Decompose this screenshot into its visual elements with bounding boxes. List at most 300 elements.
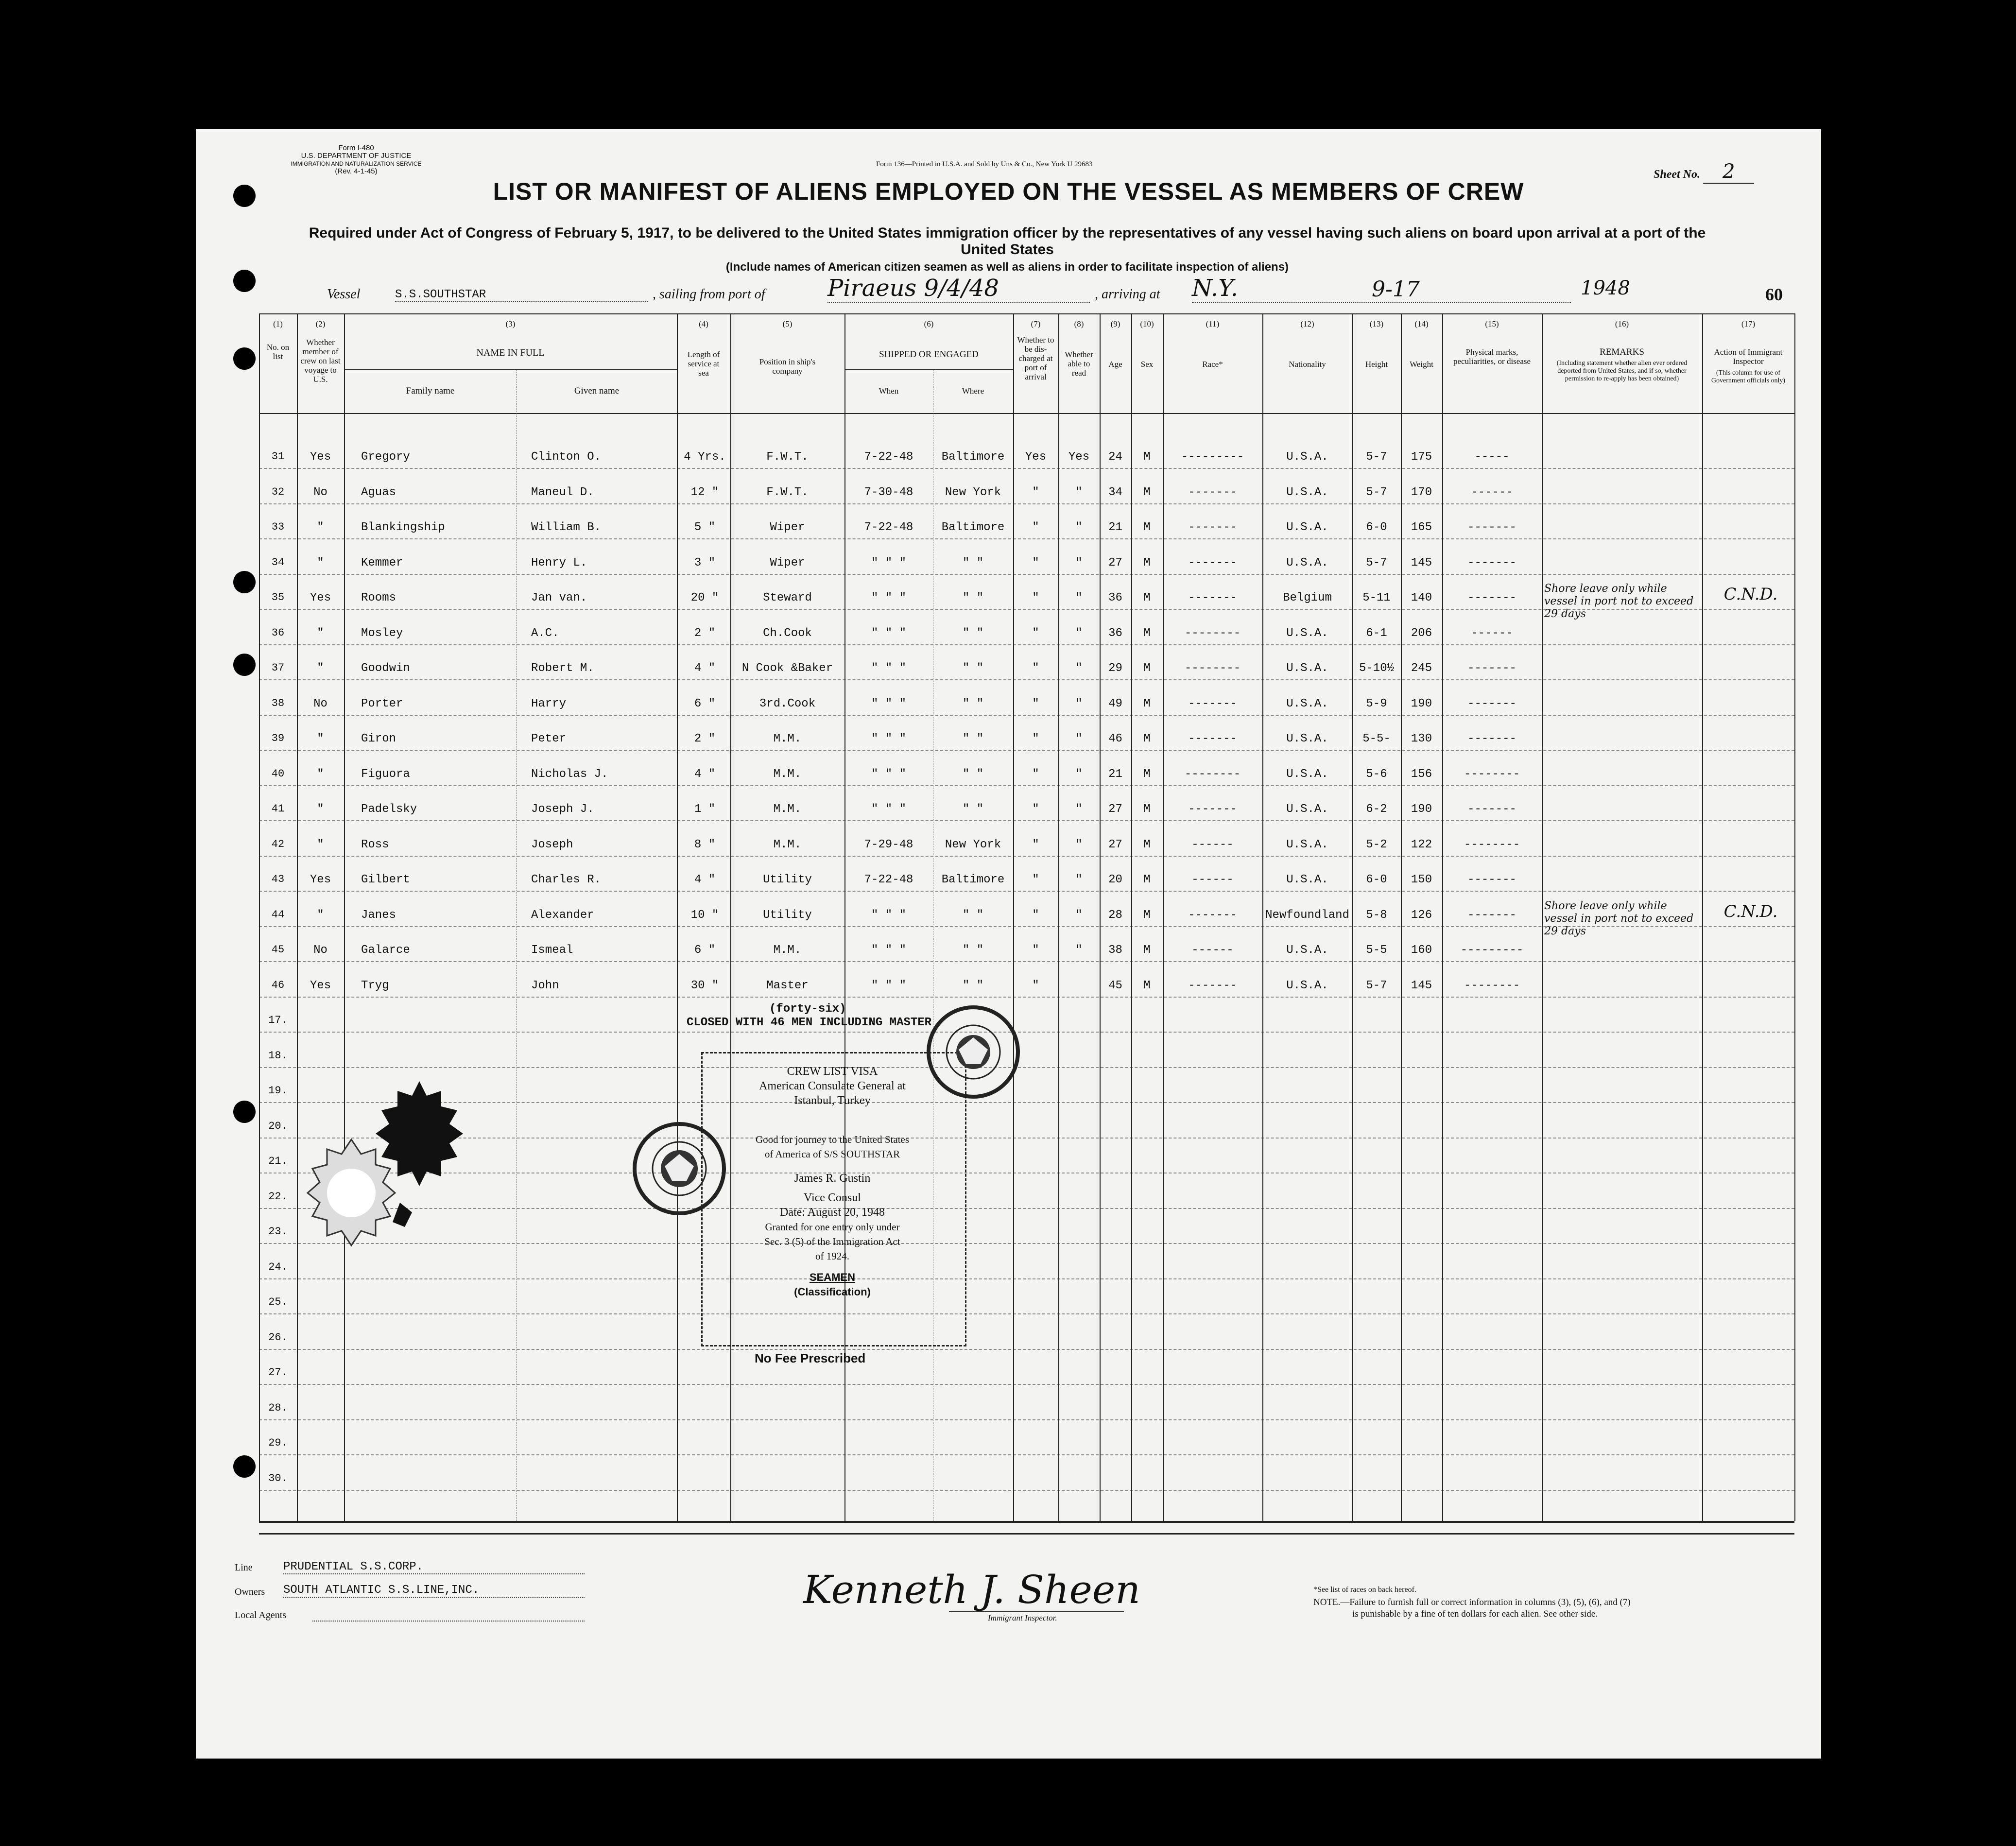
page-title: LIST OR MANIFEST OF ALIENS EMPLOYED ON THE VESSEL AS MEMBERS OF CREW: [493, 178, 1524, 205]
cell-nationality: U.S.A.: [1286, 732, 1328, 745]
row-separator: [259, 820, 1794, 821]
table-bottom-rule: [259, 1521, 1794, 1523]
empty-row-number: 27.: [268, 1366, 288, 1379]
cell-height: 5-5: [1366, 944, 1387, 957]
visa-office: American Consulate General at: [759, 1080, 906, 1092]
col-rule: [1702, 313, 1703, 1521]
cell-sex: M: [1143, 732, 1151, 745]
cell-service: 10 ": [690, 908, 719, 922]
col-9-number: (9): [1110, 319, 1120, 328]
cell-given: William B.: [531, 521, 602, 534]
cell-read: Yes: [1068, 450, 1090, 464]
cell-when: " " ": [871, 767, 906, 781]
row-separator: [259, 785, 1794, 786]
cell-age: 28: [1108, 908, 1122, 922]
cell-no: 37: [271, 662, 285, 674]
cell-family: Galarce: [361, 944, 410, 957]
cell-when: 7-30-48: [864, 485, 913, 499]
cell-read: ": [1075, 732, 1083, 745]
cell-discharged: ": [1032, 556, 1039, 569]
cell-when: " " ": [871, 662, 906, 675]
cell-when: " " ": [871, 626, 906, 640]
cell-read: ": [1075, 767, 1083, 781]
cell-age: 29: [1108, 662, 1122, 675]
cell-family: Ross: [361, 838, 389, 851]
cell-where: " ": [962, 697, 984, 710]
cell-service: 6 ": [694, 697, 716, 710]
cell-where: " ": [962, 732, 984, 745]
cell-nationality: U.S.A.: [1286, 662, 1328, 675]
local-agents-value: [312, 1621, 585, 1622]
visa-grant-3: of 1924.: [815, 1250, 849, 1262]
cell-age: 20: [1108, 873, 1122, 886]
cell-family: Figuora: [361, 767, 410, 781]
visa-stamp-text: [704, 1064, 961, 1299]
empty-row-number: 22.: [268, 1190, 288, 1203]
cell-age: 45: [1108, 979, 1122, 992]
cell-when: " " ": [871, 697, 906, 710]
cell-service: 4 ": [694, 662, 716, 675]
cell-position: Utility: [763, 908, 812, 922]
cell-discharged: ": [1032, 908, 1039, 922]
cell-marks: -------: [1467, 873, 1516, 886]
cell-given: Joseph: [531, 838, 573, 851]
cell-given: John: [531, 979, 559, 992]
cell-discharged: ": [1032, 732, 1039, 745]
cell-no: 42: [271, 838, 285, 850]
row-separator: [259, 468, 1794, 469]
cell-marks: ------: [1471, 485, 1513, 499]
col-5-header: Position in ship's company: [759, 357, 816, 376]
row-separator: [259, 1313, 1794, 1314]
cell-race: --------: [1184, 767, 1241, 781]
cell-race: ------: [1191, 944, 1234, 957]
cell-height: 5-2: [1366, 838, 1387, 851]
cell-given: Henry L.: [531, 556, 587, 569]
cell-service: 4 ": [694, 767, 716, 781]
inspector-signature: Kenneth J. Sheen: [803, 1567, 1140, 1612]
line-label: Line: [235, 1562, 253, 1573]
cell-marks: --------: [1464, 838, 1520, 851]
revision: (Rev. 4-1-45): [335, 167, 378, 175]
cell-position: Steward: [763, 591, 812, 604]
cell-nationality: U.S.A.: [1286, 626, 1328, 640]
row-separator: [259, 891, 1794, 892]
cell-discharged: ": [1032, 662, 1039, 675]
form-id-block: [283, 144, 429, 175]
row-separator: [259, 503, 1794, 504]
cell-race: ------: [1191, 873, 1234, 886]
cell-read: ": [1075, 803, 1083, 816]
cell-given: Joseph J.: [531, 803, 594, 816]
row-separator: [259, 750, 1794, 751]
col-rule: [677, 313, 678, 1521]
cell-height: 6-1: [1366, 626, 1387, 640]
cell-race: -------: [1188, 521, 1237, 534]
cell-family: Blankingship: [361, 521, 445, 534]
form-id: Form I-480: [338, 144, 374, 152]
cell-when: 7-22-48: [864, 873, 913, 886]
cell-marks: -------: [1467, 521, 1516, 534]
cell-sex: M: [1143, 485, 1151, 499]
col-7-number: (7): [1031, 319, 1041, 328]
cell-nationality: U.S.A.: [1286, 521, 1328, 534]
cell-sex: M: [1143, 767, 1151, 781]
cell-height: 5-8: [1366, 908, 1387, 922]
col-16-header: REMARKS: [1600, 347, 1644, 357]
col-2-number: (2): [315, 319, 326, 328]
row-separator: [259, 1138, 1794, 1139]
cell-read: ": [1075, 662, 1083, 675]
cell-position: Ch.Cook: [763, 626, 812, 640]
cell-sex: M: [1143, 591, 1151, 604]
visa-fee: No Fee Prescribed: [755, 1351, 866, 1365]
cell-no: 46: [271, 979, 285, 991]
cell-sex: M: [1143, 556, 1151, 569]
cell-sex: M: [1143, 944, 1151, 957]
col-4-number: (4): [699, 319, 708, 328]
col-11-header: Race*: [1202, 360, 1223, 369]
cell-where: " ": [962, 767, 984, 781]
col-3-header: NAME IN FULL: [476, 347, 545, 358]
col-10-number: (10): [1140, 319, 1154, 328]
cell-position: M.M.: [773, 767, 802, 781]
cell-weight: 160: [1411, 944, 1432, 957]
cell-race: -------: [1188, 556, 1237, 569]
cell-when: 7-22-48: [864, 521, 913, 534]
consulate-seal: [631, 1120, 728, 1217]
cell-family: Aguas: [361, 485, 396, 499]
inspector-label: Immigrant Inspector.: [988, 1613, 1057, 1622]
col-12-header: Nationality: [1289, 360, 1326, 369]
cell-position: M.M.: [773, 838, 802, 851]
cell-no: 39: [271, 732, 285, 744]
cell-last: ": [317, 803, 324, 816]
col-17-number: (17): [1741, 319, 1756, 328]
cell-nationality: U.S.A.: [1286, 944, 1328, 957]
cell-race: --------: [1184, 662, 1241, 675]
cell-where: New York: [945, 838, 1001, 851]
cell-where: " ": [962, 803, 984, 816]
col-12-number: (12): [1300, 319, 1314, 328]
cell-where: " ": [962, 556, 984, 569]
col-14-number: (14): [1414, 319, 1429, 328]
cell-read: ": [1075, 697, 1083, 710]
cell-last: ": [317, 732, 324, 745]
consulate-seal: [925, 1003, 1022, 1101]
cell-when: " " ": [871, 944, 906, 957]
sailing-port: Piraeus 9/4/48: [827, 275, 1090, 303]
closing-statement: CLOSED WITH 46 MEN INCLUDING MASTER: [687, 1016, 932, 1029]
cell-read: ": [1075, 591, 1083, 604]
cell-read: ": [1075, 521, 1083, 534]
cell-family: Porter: [361, 697, 403, 710]
cell-sex: M: [1143, 873, 1151, 886]
col-17-note: (This column for use of Government officials only): [1711, 369, 1786, 384]
cell-position: Utility: [763, 873, 812, 886]
cell-no: 43: [271, 873, 285, 885]
col-8-header: Whether able to read: [1065, 350, 1093, 378]
line-value: PRUDENTIAL S.S.CORP.: [283, 1560, 585, 1574]
row-separator: [259, 1102, 1794, 1103]
cell-discharged: ": [1032, 485, 1039, 499]
cell-service: 8 ": [694, 838, 716, 851]
cell-last: Yes: [310, 873, 331, 886]
visa-role: Vice Consul: [804, 1191, 861, 1204]
cell-family: Janes: [361, 908, 396, 922]
col-7-header: Whether to be dis-charged at port of arrival: [1017, 335, 1054, 381]
cell-nationality: U.S.A.: [1286, 873, 1328, 886]
cell-service: 2 ": [694, 626, 716, 640]
cell-read: ": [1075, 873, 1083, 886]
cell-read: ": [1075, 626, 1083, 640]
races-note: *See list of races on back hereof.: [1313, 1586, 1416, 1594]
row-separator: [259, 644, 1794, 645]
cell-marks: -------: [1467, 732, 1516, 745]
visa-city: Istanbul, Turkey: [794, 1094, 871, 1107]
cell-discharged: ": [1032, 626, 1039, 640]
cell-nationality: Belgium: [1283, 591, 1332, 604]
cell-service: 3 ": [694, 556, 716, 569]
cell-sex: M: [1143, 521, 1151, 534]
empty-row-number: 23.: [268, 1225, 288, 1238]
empty-row-number: 29.: [268, 1437, 288, 1449]
subtitle: Required under Act of Congress of February 5, 1917, to be delivered to the United States immigration officer by the representatives of any vessel having such aliens on board upon arrival at a port of the United States: [309, 225, 1706, 258]
cell-race: -------: [1188, 803, 1237, 816]
cell-weight: 130: [1411, 732, 1432, 745]
visa-title: CREW LIST VISA: [787, 1065, 878, 1078]
cell-given: Clinton O.: [531, 450, 602, 464]
cell-when: " " ": [871, 556, 906, 569]
cell-height: 5-7: [1366, 485, 1387, 499]
punch-hole: [233, 270, 256, 292]
cell-discharged: ": [1032, 697, 1039, 710]
cell-sex: M: [1143, 697, 1151, 710]
empty-row-number: 18.: [268, 1049, 288, 1062]
cell-height: 6-0: [1366, 873, 1387, 886]
col-4-header: Length of service at sea: [687, 350, 720, 378]
visa-signer: James R. Gustin: [794, 1172, 871, 1185]
empty-row-number: 25.: [268, 1296, 288, 1308]
cell-no: 31: [271, 450, 285, 463]
col-6-header: SHIPPED OR ENGAGED: [879, 349, 979, 360]
col-3-number: (3): [505, 319, 516, 328]
cell-nationality: U.S.A.: [1286, 450, 1328, 464]
cell-where: New York: [945, 485, 1001, 499]
cell-position: M.M.: [773, 732, 802, 745]
col-16-number: (16): [1615, 319, 1629, 328]
cell-family: Rooms: [361, 591, 396, 604]
visa-classification: SEAMEN: [809, 1271, 856, 1283]
cell-read: ": [1075, 485, 1083, 499]
table-header-rule: [259, 413, 1794, 414]
cell-weight: 156: [1411, 767, 1432, 781]
cell-position: Wiper: [770, 556, 805, 569]
cell-race: --------: [1184, 626, 1241, 640]
cell-family: Kemmer: [361, 556, 403, 569]
cell-age: 27: [1108, 838, 1122, 851]
cell-nationality: U.S.A.: [1286, 485, 1328, 499]
cell-when: 7-22-48: [864, 450, 913, 464]
cell-when: " " ": [871, 591, 906, 604]
row-separator: [259, 856, 1794, 857]
col-15-header: Physical marks, peculiarities, or disease: [1453, 347, 1531, 366]
cell-where: " ": [962, 591, 984, 604]
arriving-port: N.Y.: [1192, 275, 1571, 303]
shipped-when-header: When: [879, 386, 899, 396]
empty-row-number: 21.: [268, 1155, 288, 1167]
cell-given: Nicholas J.: [531, 767, 608, 781]
cell-position: M.M.: [773, 803, 802, 816]
cell-no: 32: [271, 485, 285, 498]
cell-marks: -------: [1467, 803, 1516, 816]
empty-row-number: 20.: [268, 1120, 288, 1132]
cell-last: ": [317, 556, 324, 569]
cell-discharged: ": [1032, 767, 1039, 781]
cell-age: 27: [1108, 556, 1122, 569]
cell-weight: 145: [1411, 556, 1432, 569]
cell-race: ------: [1191, 838, 1234, 851]
cell-discharged: ": [1032, 838, 1039, 851]
cell-age: 21: [1108, 521, 1122, 534]
cell-given: Peter: [531, 732, 567, 745]
cell-age: 49: [1108, 697, 1122, 710]
cell-given: Harry: [531, 697, 567, 710]
visa-grant-1: Granted for one entry only under: [765, 1221, 900, 1233]
row-separator: [259, 1490, 1794, 1491]
cell-sex: M: [1143, 908, 1151, 922]
cell-marks: -------: [1467, 591, 1516, 604]
row-separator: [259, 961, 1794, 962]
cell-sex: M: [1143, 450, 1151, 464]
cell-given: A.C.: [531, 626, 559, 640]
cell-race: -------: [1188, 485, 1237, 499]
empty-row-number: 26.: [268, 1331, 288, 1344]
col-1-header: No. on list: [266, 343, 290, 361]
cell-when: " " ": [871, 979, 906, 992]
col-8-number: (8): [1074, 319, 1084, 328]
row-separator: [259, 1067, 1794, 1068]
owners-value: SOUTH ATLANTIC S.S.LINE,INC.: [283, 1584, 585, 1598]
subtitle-note: (Include names of American citizen seamen as well as aliens in order to facilitate inspection of aliens): [725, 260, 1289, 274]
cell-age: 21: [1108, 767, 1122, 781]
cell-height: 5-5-: [1362, 732, 1391, 745]
cell-nationality: Newfoundland: [1265, 908, 1349, 922]
cell-height: 6-2: [1366, 803, 1387, 816]
cell-family: Gilbert: [361, 873, 410, 886]
cell-when: " " ": [871, 732, 906, 745]
cell-height: 5-7: [1366, 450, 1387, 464]
cell-nationality: U.S.A.: [1286, 979, 1328, 992]
fine-note: NOTE.—Failure to furnish full or correct information in columns (3), (5), (6), and (7): [1313, 1597, 1631, 1607]
row-separator: [259, 679, 1794, 680]
col-rule: [1542, 313, 1543, 1521]
cell-service: 30 ": [690, 979, 719, 992]
cell-where: Baltimore: [941, 521, 1005, 534]
cell-read: ": [1075, 556, 1083, 569]
row-separator: [259, 574, 1794, 575]
cell-where: " ": [962, 626, 984, 640]
cell-height: 5-7: [1366, 979, 1387, 992]
cell-weight: 170: [1411, 485, 1432, 499]
cell-last: ": [317, 521, 324, 534]
visa-line-b: of America of S/S SOUTHSTAR: [764, 1148, 900, 1160]
punch-hole: [233, 571, 256, 593]
cell-action: C.N.D.: [1723, 901, 1778, 921]
cell-marks: -------: [1467, 697, 1516, 710]
shipped-subheader-rule: [844, 369, 1013, 370]
cell-age: 46: [1108, 732, 1122, 745]
cell-family: Goodwin: [361, 662, 410, 675]
cell-position: F.W.T.: [766, 485, 809, 499]
cell-race: -------: [1188, 591, 1237, 604]
cell-weight: 190: [1411, 697, 1432, 710]
cell-weight: 190: [1411, 803, 1432, 816]
cell-action: C.N.D.: [1723, 585, 1778, 604]
row-separator: [259, 1384, 1794, 1385]
cell-last: No: [313, 697, 327, 710]
col-11-number: (11): [1206, 319, 1220, 328]
sheet-number-label: Sheet No. 2: [1654, 160, 1754, 183]
row-separator: [259, 1032, 1794, 1033]
manifest-sheet: [196, 129, 1821, 1759]
cell-given: Maneul D.: [531, 485, 594, 499]
given-name-header: Given name: [574, 386, 620, 396]
cell-no: 41: [271, 803, 285, 815]
row-separator: [259, 1208, 1794, 1209]
arriving-label: , arriving at: [1095, 287, 1160, 302]
col-17-header: Action of Immigrant Inspector: [1714, 347, 1783, 366]
cell-family: Tryg: [361, 979, 389, 992]
cell-weight: 126: [1411, 908, 1432, 922]
row-separator: [259, 997, 1794, 998]
cell-sex: M: [1143, 626, 1151, 640]
cell-family: Giron: [361, 732, 396, 745]
cell-marks: -----: [1474, 450, 1510, 464]
cell-where: Baltimore: [941, 450, 1005, 464]
cell-sex: M: [1143, 979, 1151, 992]
cell-family: Gregory: [361, 450, 410, 464]
cell-read: ": [1075, 838, 1083, 851]
fine-note-2: is punishable by a fine of ten dollars for each alien. See other side.: [1352, 1609, 1598, 1619]
cell-where: Baltimore: [941, 873, 1005, 886]
cell-marks: -------: [1467, 662, 1516, 675]
cell-race: -------: [1188, 908, 1237, 922]
footer-rule: [259, 1533, 1794, 1535]
family-name-header: Family name: [406, 386, 455, 396]
cell-position: 3rd.Cook: [759, 697, 816, 710]
cell-nationality: U.S.A.: [1286, 767, 1328, 781]
cell-race: -------: [1188, 697, 1237, 710]
cell-marks: --------: [1464, 979, 1520, 992]
cell-marks: -------: [1467, 908, 1516, 922]
cell-no: 34: [271, 556, 285, 569]
shipped-where-header: Where: [962, 386, 984, 396]
cell-no: 33: [271, 521, 285, 533]
cell-race: -------: [1188, 732, 1237, 745]
cell-position: F.W.T.: [766, 450, 809, 464]
cell-where: " ": [962, 944, 984, 957]
vessel-name: S.S.SOUTHSTAR: [395, 288, 648, 302]
signature-line: [949, 1611, 1124, 1612]
cell-no: 38: [271, 697, 285, 709]
visa-date: Date: August 20, 1948: [780, 1206, 885, 1219]
cell-height: 5-10½: [1359, 662, 1394, 675]
col-rule: [344, 313, 345, 1521]
cell-position: Wiper: [770, 521, 805, 534]
col-5-number: (5): [782, 319, 793, 328]
table-top-rule: [259, 313, 1794, 314]
